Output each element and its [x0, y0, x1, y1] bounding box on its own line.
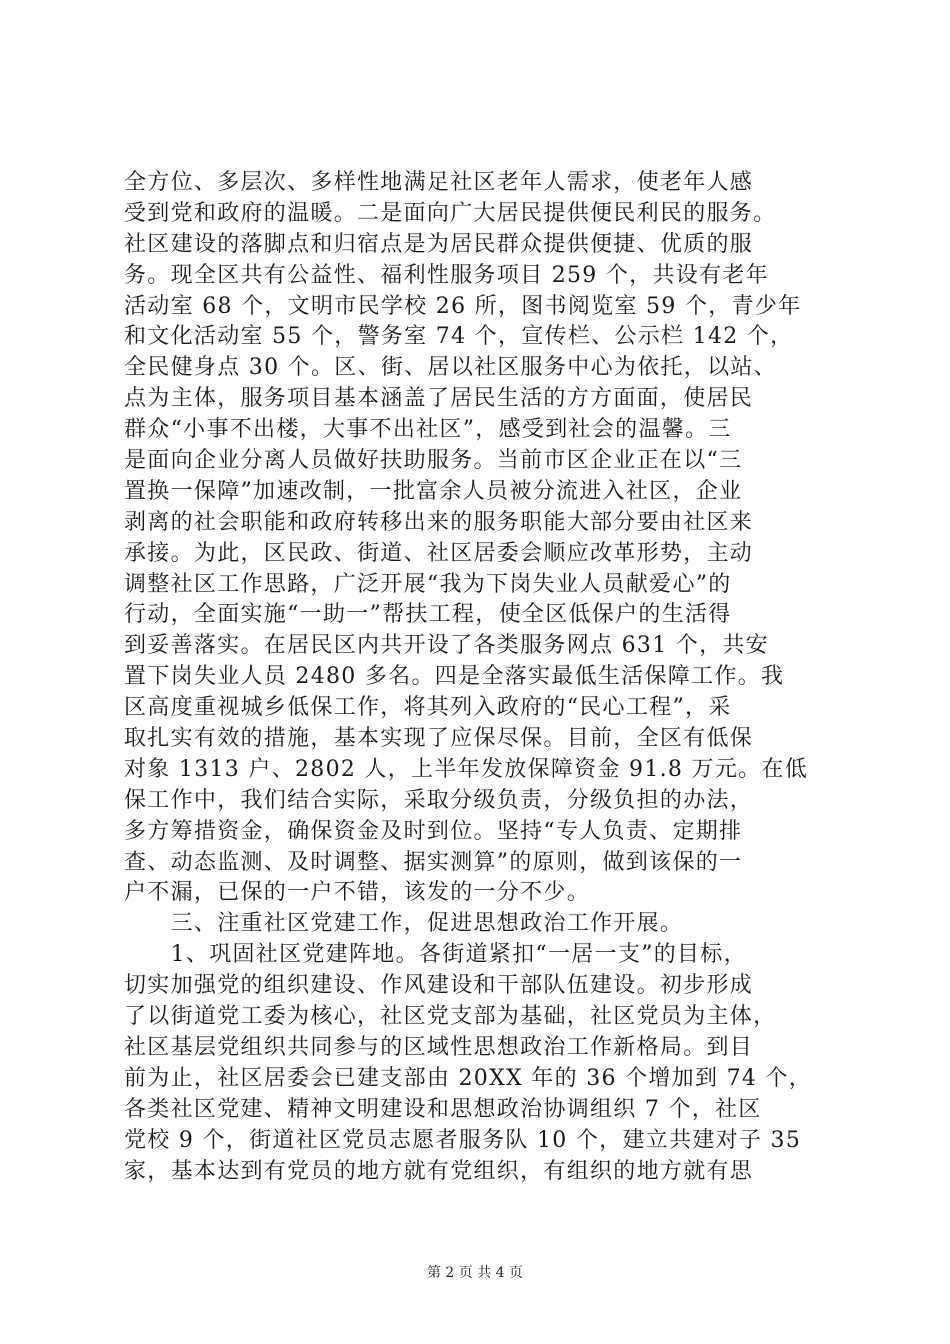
text-line: 家，基本达到有党员的地方就有党组织，有组织的地方就有思	[124, 1158, 754, 1184]
text-line: 剥离的社会职能和政府转移出来的服务职能大部分要由社区来	[124, 509, 754, 535]
text-line: 户不漏，已保的一户不错，该发的一分不少。	[124, 880, 591, 906]
text-line: 行动，全面实施“一助一”帮扶工程，使全区低保户的生活得	[124, 602, 732, 628]
text-line: 全民健身点 30 个。区、街、居以社区服务中心为依托，以站、	[124, 355, 777, 381]
text-line: 群众“小事不出楼，大事不出社区”，感受到社会的温馨。三	[124, 417, 732, 443]
text-line: 党校 9 个，街道社区党员志愿者服务队 10 个，建立共建对子 35	[124, 1127, 802, 1153]
text-line: 切实加强党的组织建设、作风建设和干部队伍建设。初步形成	[124, 973, 754, 999]
text-line: 社区基层党组织共同参与的区域性思想政治工作新格局。到目	[124, 1034, 754, 1060]
text-line: 置换一保障”加速改制，一批富余人员被分流进入社区，企业	[124, 478, 743, 504]
text-line: 区高度重视城乡低保工作，将其列入政府的“民心工程”，采	[124, 695, 732, 721]
text-line: 受到党和政府的温暖。二是面向广大居民提供便民利民的服务。	[124, 200, 777, 226]
text-line: 取扎实有效的措施，基本实现了应保尽保。目前，全区有低保	[124, 726, 754, 752]
text-line: 全方位、多层次、多样性地满足社区老年人需求，使老年人感	[124, 170, 754, 195]
text-line: 置下岗失业人员 2480 多名。四是全落实最低生活保障工作。我	[124, 664, 785, 690]
text-line: 活动室 68 个，文明市民学校 26 所，图书阅览室 59 个，青少年	[124, 293, 802, 319]
text-line: 多方筹措资金，确保资金及时到位。坚持“专人负责、定期排	[124, 818, 743, 844]
text-line: 各类社区党建、精神文明建设和思想政治协调组织 7 个，社区	[124, 1096, 762, 1122]
text-line: 了以街道党工委为核心，社区党支部为基础，社区党员为主体，	[124, 1004, 777, 1030]
text-line: 和文化活动室 55 个，警务室 74 个，宣传栏、公示栏 142 个，	[124, 324, 794, 350]
text-line: 务。现全区共有公益性、福利性服务项目 259 个，共设有老年	[124, 262, 769, 288]
text-line: 1、巩固社区党建阵地。各街道紧扣“一居一支”的目标，	[124, 942, 747, 968]
text-line: 点为主体，服务项目基本涵盖了居民生活的方方面面，使居民	[124, 386, 754, 412]
text-line: 保工作中，我们结合实际，采取分级负责，分级负担的办法，	[124, 787, 754, 813]
text-line: 前为止，社区居委会已建支部由 20XX 年的 36 个增加到 74 个，	[124, 1065, 813, 1091]
text-line: 社区建设的落脚点和归宿点是为居民群众提供便捷、优质的服	[124, 231, 754, 257]
text-line: 对象 1313 户、2802 人，上半年发放保障资金 91.8 万元。在低	[124, 756, 809, 782]
text-line: 是面向企业分离人员做好扶助服务。当前市区企业正在以“三	[124, 448, 743, 474]
document-body	[124, 168, 854, 1187]
text-line: 查、动态监测、及时调整、据实测算”的原则，做到该保的一	[124, 849, 743, 875]
text-line: 到妥善落实。在居民区内共开设了各类服务网点 631 个，共安	[124, 633, 769, 659]
text-line: 三、注重社区党建工作，促进思想政治工作开展。	[124, 911, 684, 937]
text-line: 承接。为此，区民政、街道、社区居委会顺应改革形势，主动	[124, 540, 754, 566]
text-line: 调整社区工作思路，广泛开展“我为下岗失业人员献爱心”的	[124, 571, 732, 597]
page-footer: 第 2 页 共 4 页	[426, 1265, 524, 1281]
